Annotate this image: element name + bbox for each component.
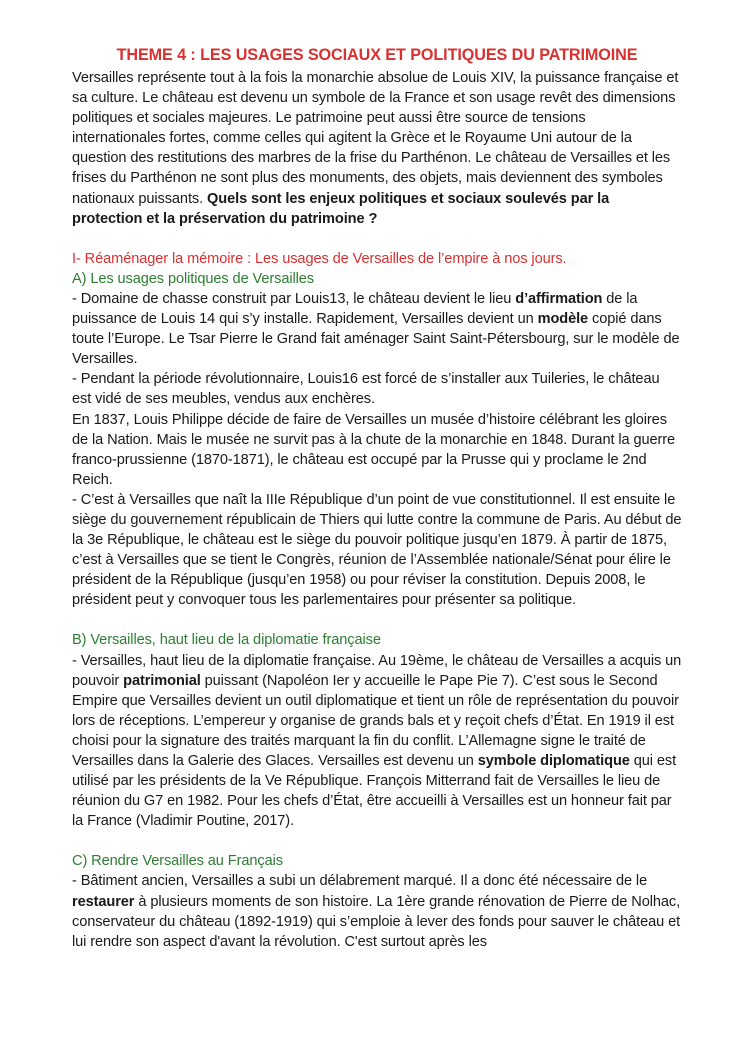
bold-term: symbole diplomatique <box>477 753 630 769</box>
text-run: de la puissance de Louis 14 qui s’y installe. Rapidement, Versailles devient un <box>72 290 638 328</box>
section-c-heading: C) Rendre Versailles au Français <box>72 853 283 870</box>
document-page <box>72 44 682 952</box>
intro-paragraph <box>72 68 682 229</box>
page-title: THEME 4 : LES USAGES SOCIAUX ET POLITIQUES DU PATRIMOINE <box>116 46 638 64</box>
bold-term: modèle <box>537 311 589 328</box>
intro-text: Versailles représente tout à la fois la monarchie absolue de Louis XIV, la puissance française et sa culture. Le château est devenu un symbole de la France et son usage revêt des dimensions politiques et sociales majeures. Le patrimoine peut aussi être source de tensions internationales fortes, comme celles qui agitent la Grèce et le Royaume Uni autour de la question des restitutions des marbres de la frise du Parthénon. Le château de Versailles et les frises du Parthénon ne sont plus des monuments, des objets, mais deviennent des symboles nationaux puissants. <box>72 70 679 207</box>
section-a-paragraph-1 <box>72 289 682 369</box>
section-a-paragraph-2: - Pendant la période révolutionnaire, Louis16 est forcé de s’installer aux Tuileries, le château est vidé de ses meubles, vendus aux enchères. <box>72 371 660 408</box>
part1-heading: I- Réaménager la mémoire : Les usages de Versailles de l’empire à nos jours. <box>72 250 567 267</box>
section-b-paragraph-1 <box>72 651 682 832</box>
text-run: - Versailles, haut lieu de la diplomatie française. Au 19ème, le château de Versailles a acquis un pouvoir <box>72 652 682 689</box>
text-run: qui est utilisé par les présidents de la Ve République. François Mitterrand fait de Versailles le lieu de réunion du G7 en 1982. Pour les chefs d’État, être accueilli à Versailles est un honneur fait par la France (Vladimir Poutine, 2017). <box>72 753 677 830</box>
text-run: copié dans toute l’Europe. Le Tsar Pierre le Grand fait aménager Saint Saint-Pétersbourg, sur le modèle de Versailles. <box>72 311 680 368</box>
bold-term: restaurer <box>72 893 135 910</box>
intro-question: Quels sont les enjeux politiques et sociaux soulevés par la protection et la préservation du patrimoine ? <box>72 190 610 227</box>
section-c-paragraph-1 <box>72 871 682 951</box>
section-b-heading: B) Versailles, haut lieu de la diplomatie française <box>72 632 381 649</box>
text-run: - Bâtiment ancien, Versailles a subi un délabrement marqué. Il a donc été nécessaire de le <box>72 873 648 890</box>
section-a-paragraph-4: - C’est à Versailles que naît la IIIe République d’un point de vue constitutionnel. Il est ensuite le siège du gouvernement républicain de Thiers qui lutte contre la commune de Paris. Au début de la 3e République, le château est le siège du pouvoir politique jusqu’en 1879. À partir de 1875, c’est à Versailles que se tient le Congrès, réunion de l’Assemblée nationale/Sénat pour élire le président de la République (jusqu’en 1958) ou pour réviser la constitution. Depuis 2008, le président peut y convoquer tous les parlementaires pour présenter sa politique. <box>72 491 682 609</box>
text-run: à plusieurs moments de son histoire. La 1ère grande rénovation de Pierre de Nolhac, conservateur du château (1892-1919) qui s’emploie à lever des fonds pour sauver le château et lui rendre son aspect d'avant la révolution. C'est surtout après les <box>72 893 681 950</box>
text-run: puissant (Napoléon Ier y accueille le Pape Pie 7). C’est sous le Second Empire que Versailles devient un outil diplomatique et tient un rôle de représentation du pouvoir lors de réceptions. L’empereur y organise de grands bals et y reçoit chefs d’État. En 1919 il est choisi pour la signature des traités marquant la fin du conflit. L’Allemagne signe le traité de Versailles dans la Galerie des Glaces. Versailles est devenu un <box>72 672 679 769</box>
bold-term: d’affirmation <box>515 290 603 307</box>
section-a-paragraph-3: En 1837, Louis Philippe décide de faire de Versailles un musée d’histoire célébrant les gloires de la Nation. Mais le musée ne survit pas à la chute de la monarchie en 1848. Durant la guerre franco-prussienne (1870-1871), le château est occupé par la Prusse qui y proclame le 2nd Reich. <box>72 411 676 488</box>
bold-term: patrimonial <box>123 672 201 689</box>
text-run: - Domaine de chasse construit par Louis13, le château devient le lieu <box>72 290 516 307</box>
section-a-heading: A) Les usages politiques de Versailles <box>72 270 315 287</box>
